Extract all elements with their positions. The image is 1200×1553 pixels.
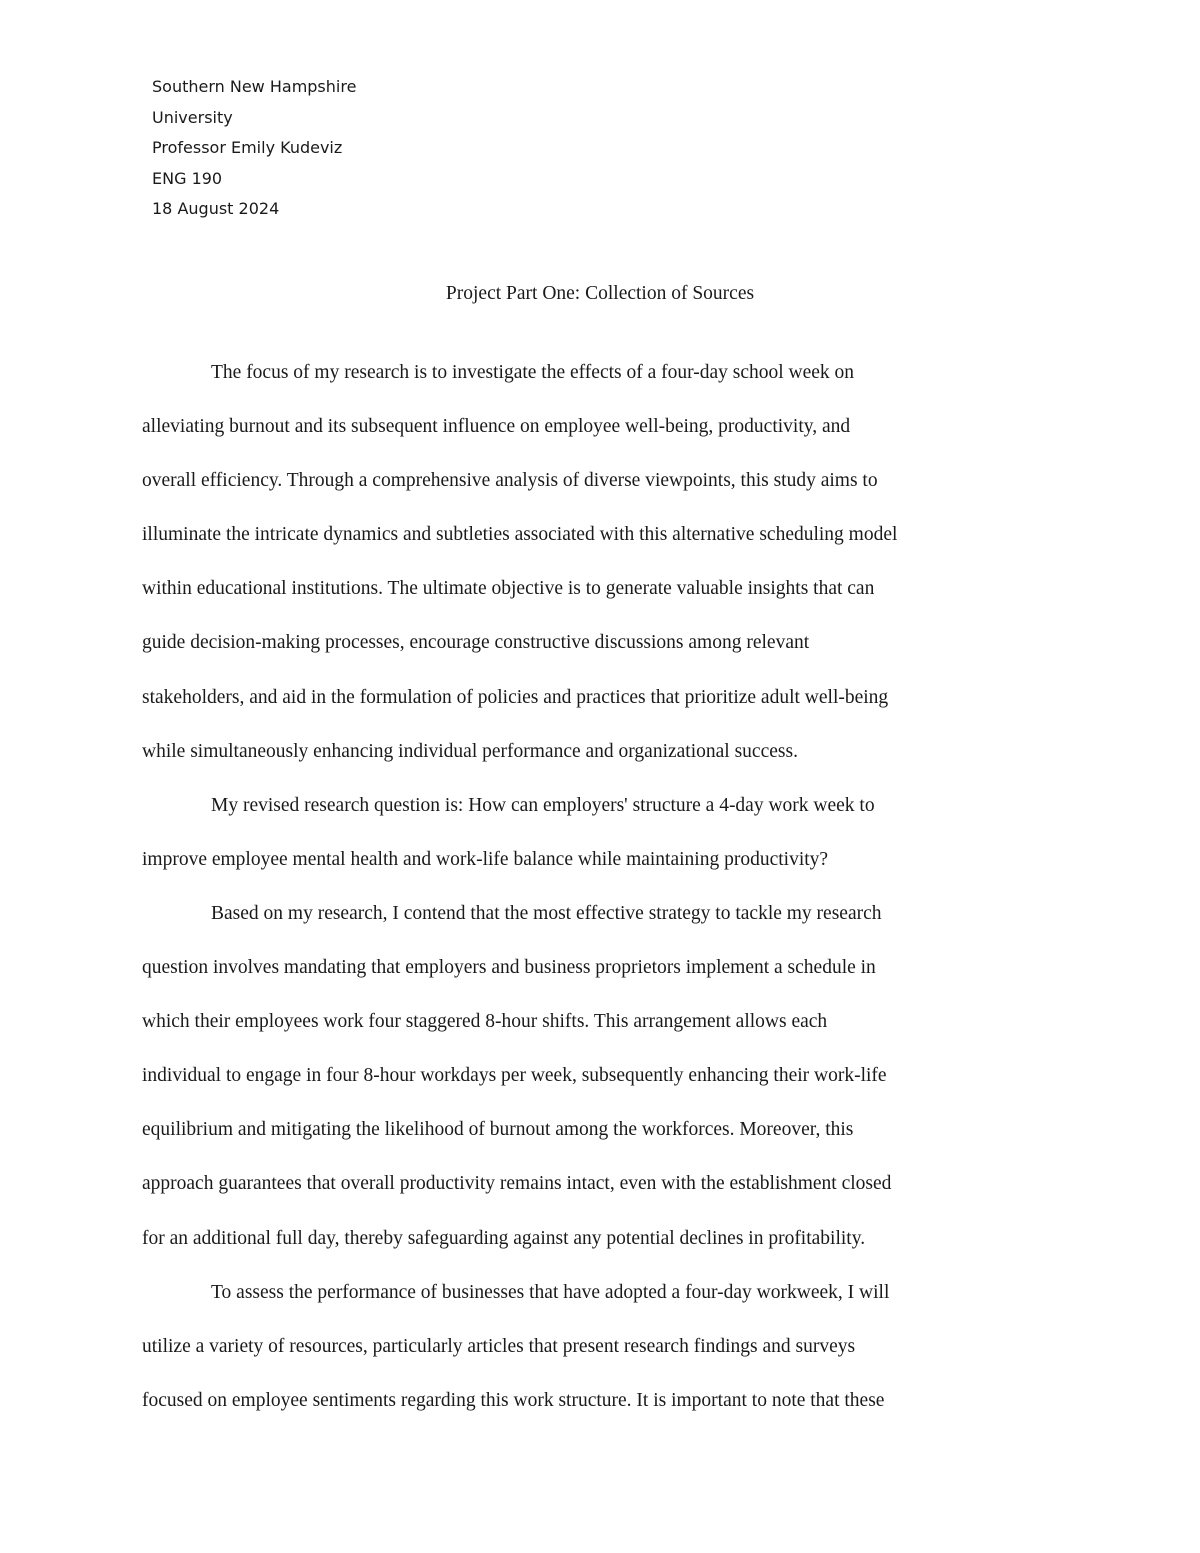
paragraph-3-line: for an additional full day, thereby safeguarding against any potential declines in profitability. (142, 1227, 866, 1249)
paragraph-2-line: My revised research question is: How can employers' structure a 4-day work week to (211, 794, 875, 816)
paragraph-2-line: improve employee mental health and work-life balance while maintaining productivity? (142, 848, 829, 870)
header-course: ENG 190 (152, 168, 223, 188)
paragraph-3-line: equilibrium and mitigating the likelihood of burnout among the workforces. Moreover, this (142, 1119, 854, 1141)
paragraph-3-line: Based on my research, I contend that the most effective strategy to tackle my research (211, 902, 882, 924)
paragraph-1-line: The focus of my research is to investigate the effects of a four-day school week on (211, 362, 855, 383)
header-institution-line-2: University (152, 107, 233, 127)
document-body (142, 346, 1062, 1428)
paragraph-4-line: To assess the performance of businesses that have adopted a four-day workweek, I will (211, 1281, 890, 1303)
paragraph-3-line: approach guarantees that overall productivity remains intact, even with the establishment closed (142, 1173, 892, 1195)
document-header (152, 72, 356, 225)
paragraph-1-line: illuminate the intricate dynamics and subtleties associated with this alternative scheduling model (142, 524, 898, 546)
paragraph-1-line: alleviating burnout and its subsequent influence on employee well-being, productivity, and (142, 416, 851, 438)
paragraph-1-line: while simultaneously enhancing individual performance and organizational success. (142, 740, 798, 762)
header-professor: Professor Emily Kudeviz (152, 138, 343, 157)
paragraph-4-line: utilize a variety of resources, particularly articles that present research findings and surveys (142, 1335, 856, 1357)
paragraph-1-line: stakeholders, and aid in the formulation of policies and practices that prioritize adult well-being (142, 686, 889, 708)
paragraph-1-line: guide decision-making processes, encourage constructive discussions among relevant (142, 632, 810, 654)
paragraph-4-line: focused on employee sentiments regarding this work structure. It is important to note that these (142, 1389, 885, 1411)
paragraph-1-line: within educational institutions. The ultimate objective is to generate valuable insights that can (142, 578, 875, 600)
document-title: Project Part One: Collection of Sources (445, 283, 755, 304)
header-date: 18 August 2024 (152, 199, 280, 218)
header-institution-line-1: Southern New Hampshire (152, 77, 357, 96)
paragraph-1-line: overall efficiency. Through a comprehensive analysis of diverse viewpoints, this study aims to (142, 470, 878, 492)
paragraph-3-line: question involves mandating that employers and business proprietors implement a schedule in (142, 957, 876, 979)
paragraph-3-line: individual to engage in four 8-hour workdays per week, subsequently enhancing their work-life (142, 1065, 887, 1087)
paragraph-3-line: which their employees work four staggered 8-hour shifts. This arrangement allows each (142, 1011, 828, 1033)
